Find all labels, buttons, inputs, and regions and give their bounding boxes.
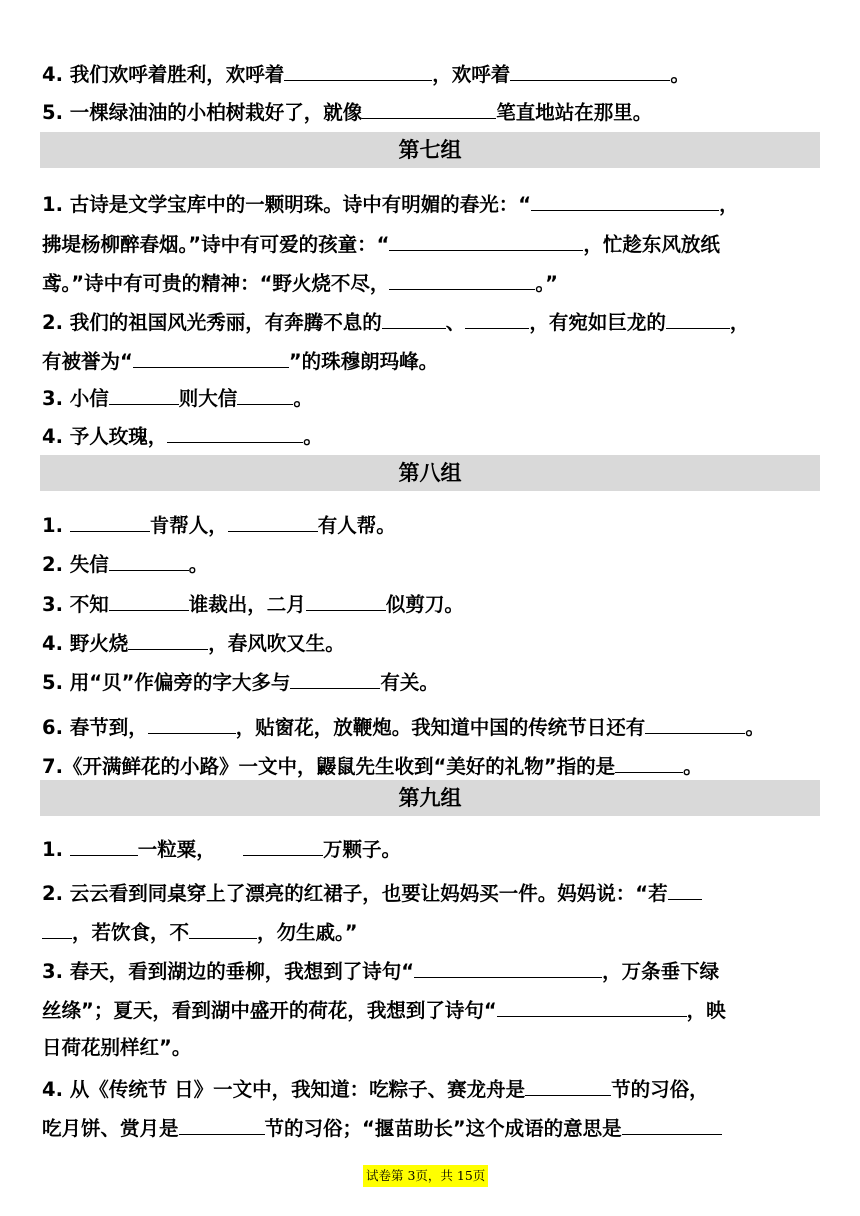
g8-question-3 xyxy=(42,590,822,618)
question-text: ，若饮食，不 xyxy=(72,921,190,944)
g9-question-4-line1 xyxy=(42,1075,822,1103)
question-text: ，贴窗花，放鞭炮。我知道中国的传统节日还有 xyxy=(235,716,646,739)
answer-blank[interactable] xyxy=(666,308,730,329)
answer-blank[interactable] xyxy=(389,269,535,290)
g9-question-3-line3 xyxy=(42,1035,822,1061)
question-text: 一棵绿油油的小柏树栽好了，就像 xyxy=(69,101,363,124)
question-number: 6. xyxy=(42,716,63,739)
question-number: 1. xyxy=(42,193,63,216)
g7-question-4 xyxy=(42,422,822,450)
g7-question-2-line1 xyxy=(42,308,822,336)
question-text: 一粒粟， xyxy=(137,838,216,861)
answer-blank[interactable] xyxy=(42,918,72,939)
question-text: 则大信 xyxy=(178,387,238,410)
answer-blank[interactable] xyxy=(531,190,719,211)
question-text: 丝绦”；夏天，看到湖中盛开的荷花，我想到了诗句“ xyxy=(42,999,497,1022)
question-text: 小信 xyxy=(69,387,109,410)
question-text: 日荷花别样红”。 xyxy=(42,1036,192,1059)
answer-blank[interactable] xyxy=(109,384,179,405)
answer-blank[interactable] xyxy=(128,629,208,650)
question-number: 2. xyxy=(42,311,63,334)
question-5-top xyxy=(42,98,822,126)
question-text: 。 xyxy=(670,63,690,86)
answer-blank[interactable] xyxy=(525,1075,611,1096)
question-text: 肯帮人， xyxy=(149,514,228,537)
answer-blank[interactable] xyxy=(382,308,446,329)
g9-question-1 xyxy=(42,835,822,863)
question-text: 失信 xyxy=(69,553,109,576)
section-header-group9: 第九组 xyxy=(40,780,820,816)
question-text: ， xyxy=(729,311,750,334)
answer-blank[interactable] xyxy=(622,1114,722,1135)
question-text: 我们的祖国风光秀丽，有奔腾不息的 xyxy=(69,311,382,334)
question-text: 。 xyxy=(303,425,323,448)
g9-question-3-line2 xyxy=(42,996,822,1024)
answer-blank[interactable] xyxy=(189,918,257,939)
question-text: ，勿生戚。” xyxy=(257,921,358,944)
answer-blank[interactable] xyxy=(306,590,386,611)
question-4-top xyxy=(42,60,822,88)
question-text: 节的习俗， xyxy=(611,1078,709,1101)
g8-question-4 xyxy=(42,629,822,657)
answer-blank[interactable] xyxy=(133,347,289,368)
question-number: 1. xyxy=(42,838,63,861)
g7-question-2-line2 xyxy=(42,347,822,375)
question-text: ”的珠穆朗玛峰。 xyxy=(288,350,439,373)
question-text: 万颗子。 xyxy=(322,838,401,861)
question-text: ， xyxy=(719,193,739,216)
question-number: 4. xyxy=(42,1078,63,1101)
question-number: 3. xyxy=(42,593,63,616)
answer-blank[interactable] xyxy=(228,511,318,532)
question-text: 拂堤杨柳醉春烟。”诗中有可爱的孩童：“ xyxy=(42,233,390,256)
answer-blank[interactable] xyxy=(645,713,745,734)
section-header-group7: 第七组 xyxy=(40,132,820,168)
answer-blank[interactable] xyxy=(243,835,323,856)
question-text: 春节到， xyxy=(69,716,148,739)
question-text: 。 xyxy=(683,755,703,778)
question-text: ，万条垂下绿 xyxy=(602,960,720,983)
g8-question-1 xyxy=(42,511,822,539)
answer-blank[interactable] xyxy=(362,98,496,119)
question-text: 有关。 xyxy=(380,671,439,694)
answer-blank[interactable] xyxy=(414,957,602,978)
answer-blank[interactable] xyxy=(148,713,236,734)
question-text: 予人玫瑰， xyxy=(69,425,168,448)
answer-blank[interactable] xyxy=(237,384,293,405)
question-text: 。 xyxy=(188,553,209,576)
question-text: 不知 xyxy=(69,593,109,616)
answer-blank[interactable] xyxy=(109,550,189,571)
answer-blank[interactable] xyxy=(465,308,529,329)
g7-question-3 xyxy=(42,384,822,412)
question-text: ，映 xyxy=(686,999,726,1022)
question-text: 野火烧 xyxy=(69,632,129,655)
answer-blank[interactable] xyxy=(167,422,303,443)
answer-blank[interactable] xyxy=(109,590,189,611)
question-text: ，春风吹又生。 xyxy=(208,632,345,655)
question-text: 吃月饼、赏月是 xyxy=(42,1117,179,1140)
question-text: 节的习俗；“揠苗助长”这个成语的意思是 xyxy=(264,1117,622,1140)
answer-blank[interactable] xyxy=(70,511,150,532)
question-number: 2. xyxy=(42,553,63,576)
answer-blank[interactable] xyxy=(510,60,670,81)
question-number: 3. xyxy=(42,960,63,983)
question-text: 从《传统节 日》一文中，我知道：吃粽子、赛龙舟是 xyxy=(69,1078,526,1101)
question-text: 笔直地站在那里。 xyxy=(496,101,653,124)
answer-blank[interactable] xyxy=(668,879,702,900)
question-number: 4. xyxy=(42,425,63,448)
answer-blank[interactable] xyxy=(290,668,380,689)
question-text: 古诗是文学宝库中的一颗明珠。诗中有明媚的春光：“ xyxy=(69,193,532,216)
g8-question-6 xyxy=(42,713,822,741)
question-text: 。 xyxy=(745,716,765,739)
g8-question-7 xyxy=(42,752,822,780)
question-number: 4. xyxy=(42,63,63,86)
question-text: 有被誉为“ xyxy=(42,350,133,373)
section-header-group8: 第八组 xyxy=(40,455,820,491)
g8-question-2 xyxy=(42,550,822,578)
question-text: 谁裁出，二月 xyxy=(188,593,306,616)
answer-blank[interactable] xyxy=(284,60,432,81)
answer-blank[interactable] xyxy=(497,996,687,1017)
g7-question-1-line3 xyxy=(42,269,822,297)
question-number: 7. xyxy=(42,755,63,778)
question-number: 5. xyxy=(42,671,63,694)
answer-blank[interactable] xyxy=(179,1114,265,1135)
g8-question-5 xyxy=(42,668,822,696)
question-text: 。 xyxy=(293,387,313,410)
question-text: 。” xyxy=(535,272,558,295)
question-number: 1. xyxy=(42,514,63,537)
question-text: 有人帮。 xyxy=(317,514,396,537)
question-text: ，欢呼着 xyxy=(432,63,511,86)
question-text: 、 xyxy=(445,311,466,334)
question-number: 3. xyxy=(42,387,63,410)
page-footer: 试卷第 3页，共 15页 xyxy=(363,1165,488,1187)
g9-question-2-line1 xyxy=(42,879,822,907)
answer-blank[interactable] xyxy=(615,752,683,773)
question-number: 4. xyxy=(42,632,63,655)
question-text: ，忙趁东风放纸 xyxy=(583,233,720,256)
g7-question-1-line2 xyxy=(42,230,822,258)
question-text: 用“贝”作偏旁的字大多与 xyxy=(69,671,291,694)
question-number: 5. xyxy=(42,101,63,124)
question-text: 鸢。”诗中有可贵的精神：“野火烧不尽， xyxy=(42,272,390,295)
question-text: 似剪刀。 xyxy=(385,593,464,616)
question-number: 2. xyxy=(42,882,63,905)
question-text: 云云看到同桌穿上了漂亮的红裙子，也要让妈妈买一件。妈妈说：“若 xyxy=(69,882,668,905)
question-text: 我们欢呼着胜利，欢呼着 xyxy=(69,63,285,86)
question-text: 《开满鲜花的小路》一文中，鼹鼠先生收到“美好的礼物”指的是 xyxy=(62,755,616,778)
g9-question-4-line2 xyxy=(42,1114,822,1142)
answer-blank[interactable] xyxy=(389,230,583,251)
question-text: 春天，看到湖边的垂柳，我想到了诗句“ xyxy=(69,960,415,983)
question-text: ，有宛如巨龙的 xyxy=(529,311,666,334)
g7-question-1-line1 xyxy=(42,190,822,218)
g9-question-2-line2 xyxy=(42,918,822,946)
g9-question-3-line1 xyxy=(42,957,822,985)
answer-blank[interactable] xyxy=(70,835,138,856)
